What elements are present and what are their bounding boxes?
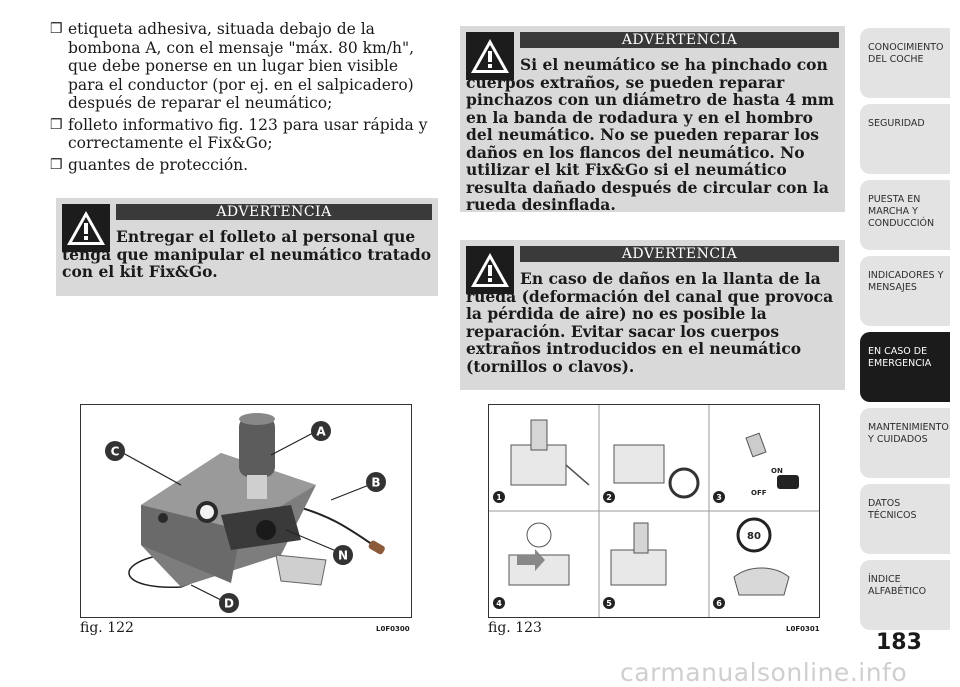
checkbox-bullet-icon: ❒ [50,156,63,173]
warning-title: ADVERTENCIA [116,204,432,220]
tab-mantenimiento-y-cuidados[interactable]: MANTENIMIENTO Y CUIDADOS [860,408,950,478]
fix-and-go-kit-illustration [81,405,411,617]
figure-123-image [488,404,820,618]
bullet-item [50,20,430,113]
callout-label-c: C [110,444,120,459]
warning-box-pinchazo [460,26,845,212]
bullet-text: etiqueta adhesiva, situada debajo de la bombona A, con el mensaje "máx. 80 km/h", que debe ponerse en un lugar bien visible para el conductor (por ej. en el salpicadero) después de reparar el neumático; [68,20,415,112]
watermark-text: carmanualsonline.info [620,658,908,687]
tab-datos-tecnicos[interactable]: DATOS TÉCNICOS [860,484,950,554]
callout-label-a: A [316,424,326,439]
bullet-list [50,20,430,177]
warning-text-first-line: Entregar el folleto al personal que [116,227,416,246]
figure-122-image [80,404,412,618]
checkbox-bullet-icon: ❒ [50,116,63,133]
checkbox-bullet-icon: ❒ [50,21,63,37]
callout-label-b: B [371,475,381,490]
warning-text-first-line: En caso de daños en la llanta de la [520,269,821,288]
tab-puesta-en-marcha[interactable]: PUESTA EN MARCHA Y CONDUCCIÓN [860,180,950,250]
warning-box-folleto [56,198,438,296]
tab-indice-alfabetico[interactable]: ÍNDICE ALFABÉTICO [860,560,950,630]
warning-title: ADVERTENCIA [520,32,839,48]
figure-123-code: L0F0301 [786,625,820,633]
warning-text [62,228,432,281]
tab-en-caso-de-emergencia[interactable]: EN CASO DE EMERGENCIA [860,332,950,402]
step-number: 3 [716,493,722,502]
warning-text-rest: rueda (deformación del canal que provoca la pérdida de aire) no es posible la reparación. Evitar sacar los cuerpos extraños introducidos en el neumático (tornillos o clavos). [466,286,834,376]
page-number: 183 [876,630,922,655]
step-number: 6 [716,599,722,608]
tab-seguridad[interactable]: SEGURIDAD [860,104,950,174]
figure-122-code: L0F0300 [376,625,410,633]
warning-text-rest: tenga que manipular el neumático tratado con el kit Fix&Go. [62,244,432,281]
instruction-leaflet-illustration [489,405,819,617]
warning-text [466,56,839,214]
tab-conocimiento-del-coche[interactable]: CONOCIMIENTO DEL COCHE [860,28,950,98]
callout-label-d: D [224,596,234,611]
switch-off-label: OFF [751,489,767,497]
speed-limit-label: 80 [747,531,761,542]
bullet-text: guantes de protección. [68,155,249,174]
bullet-item [50,156,430,175]
warning-text-first-line: Si el neumático se ha pinchado con [520,55,828,74]
step-number: 5 [606,599,612,608]
switch-on-label: ON [771,467,783,475]
step-number: 1 [496,493,502,502]
bullet-text: folleto informativo fig. 123 para usar rápida y correctamente el Fix&Go; [68,115,428,152]
step-number: 2 [606,493,612,502]
warning-title: ADVERTENCIA [520,246,839,262]
bullet-item [50,116,430,153]
callout-label-n: N [337,548,349,563]
tab-indicadores-y-mensajes[interactable]: INDICADORES Y MENSAJES [860,256,950,326]
warning-text [466,270,839,375]
warning-text-rest: cuerpos extraños, se pueden reparar pinchazos con un diámetro de hasta 4 mm en la banda de rodadura y en el hombro del neumático. No se pueden reparar los daños en los flancos del neumático. No utilizar el kit Fix&Go si el neumático resulta dañado después de circular con la rueda desinflada. [466,72,835,214]
figure-123-caption: fig. 123 [488,620,542,636]
warning-box-llanta [460,240,845,390]
step-number: 4 [496,599,502,608]
figure-122-caption: fig. 122 [80,620,134,636]
